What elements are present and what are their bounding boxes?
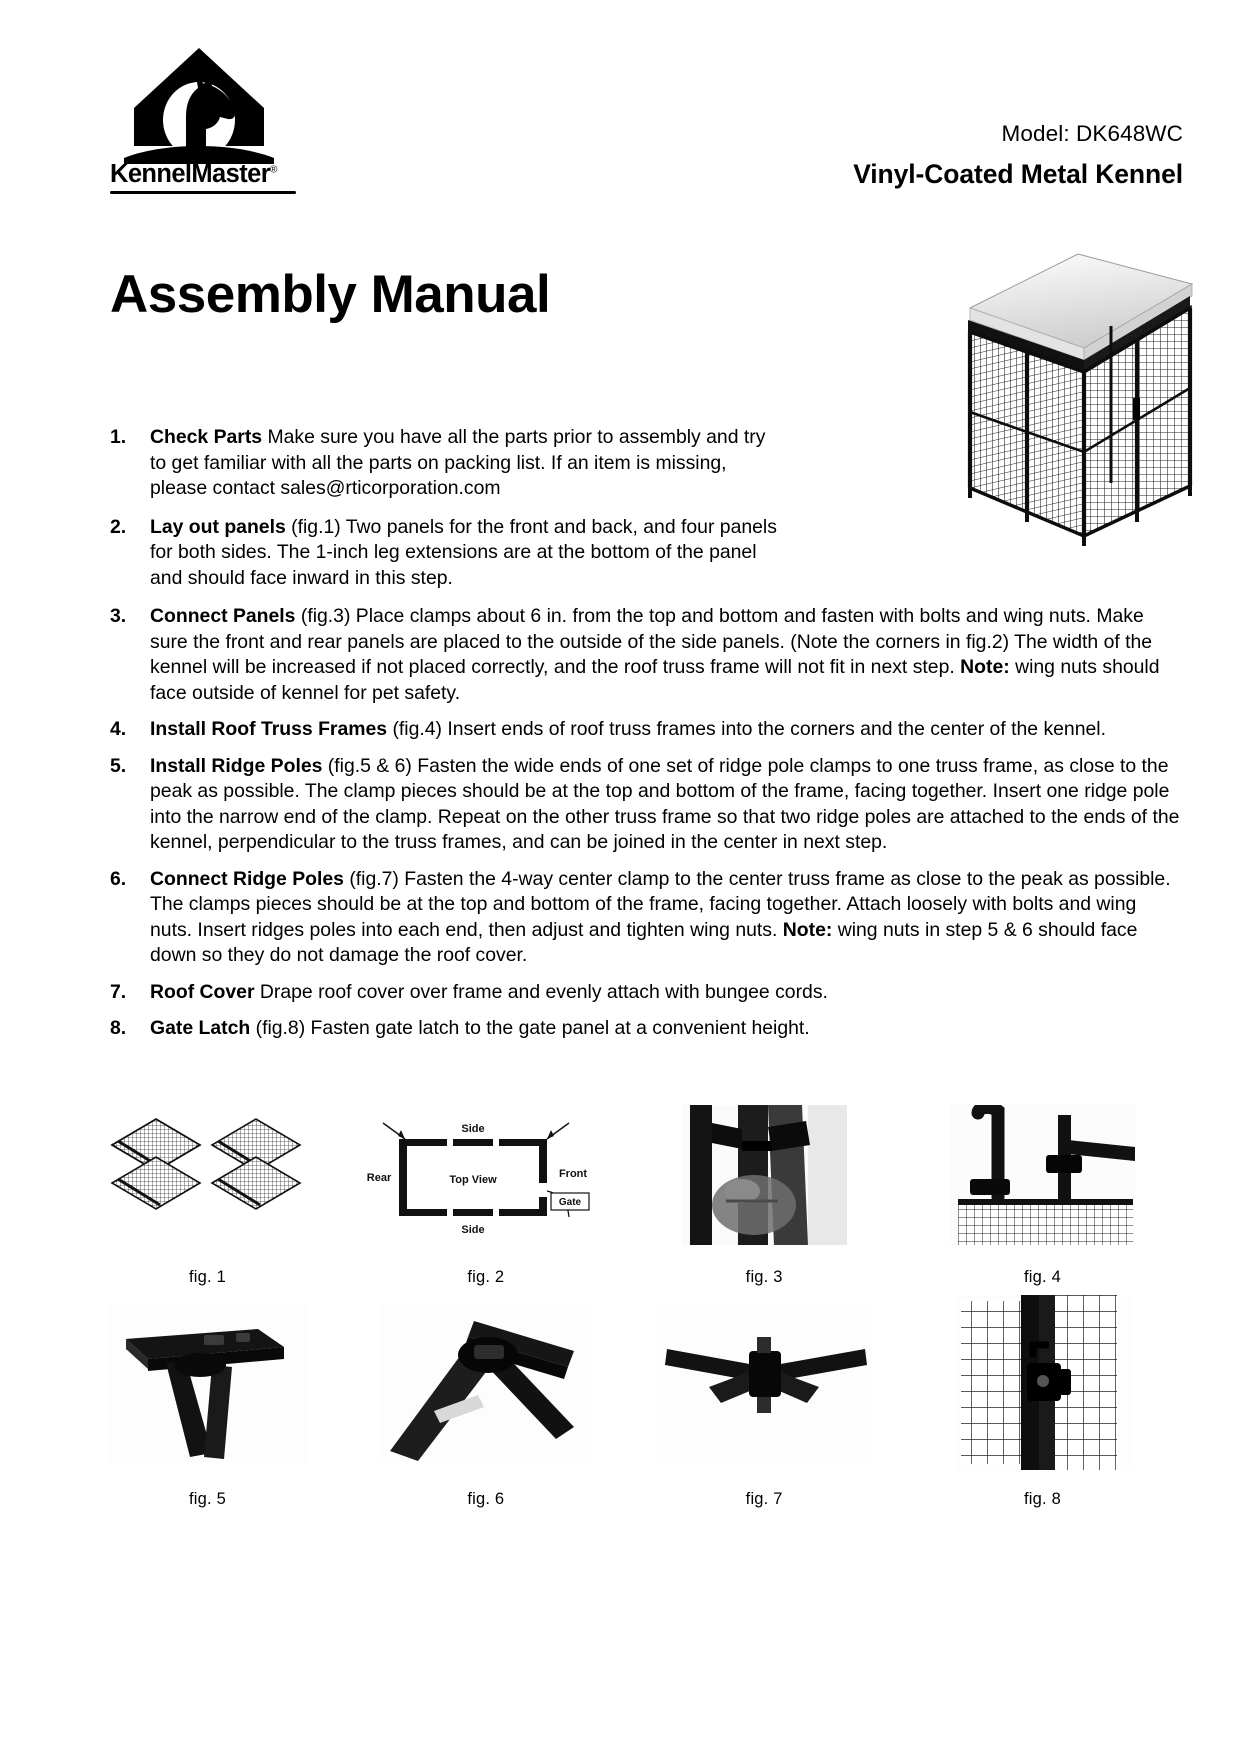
figure-caption: fig. 5 [189,1490,226,1508]
figure-art [915,1295,1170,1470]
figure-1 [80,1100,335,1287]
step-detail: (fig.3) Place clamps about 6 in. from the top and bottom and fasten with bolts and wing nuts. Make sure the front and rear panels are placed to the outside of the side panels. (Note the corners in fig.2) The width of the kennel will be increased if not placed correctly, and the roof truss frame will not fit in next step. [150,605,1153,678]
ridge-pole-clamp-photo-icon [108,1303,308,1463]
step-detail: Drape roof cover over frame and evenly attach with bungee cords. [254,980,828,1003]
clamp-assembly-photo-icon [682,1105,847,1245]
figure-row-2 [80,1295,1170,1509]
figure-7 [637,1295,892,1509]
step-1 [110,425,1183,502]
figure-8 [915,1295,1170,1509]
step-note-text: wing nuts in step 5 & 6 should face down so they do not damage the roof cover. [150,918,1138,966]
step-7 [110,980,1183,1006]
step-6 [110,867,1183,969]
fig2-label-gate: Gate [558,1197,581,1208]
instruction-steps [110,425,1183,1053]
figure-6 [358,1295,613,1509]
header-right-block [853,46,1183,191]
panels-layout-diagram-icon [100,1105,315,1245]
step-note-text: wing nuts should face outside of kennel for pet safety. [150,656,1160,704]
center-clamp-photo-icon [657,1303,872,1463]
figure-caption: fig. 1 [189,1268,226,1286]
figure-art [637,1295,892,1470]
figure-5 [80,1295,335,1509]
figure-2 [358,1100,613,1287]
figure-art [358,1295,613,1470]
figure-art [80,1100,335,1250]
step-note-lead: Note: [782,918,833,941]
step-lead: Install Ridge Poles [150,754,323,777]
product-name: Vinyl-Coated Metal Kennel [853,159,1183,190]
step-text [150,1016,1183,1042]
step-number: 7. [110,980,127,1003]
step-note-lead: Note: [960,656,1010,678]
registered-mark: ® [270,164,277,176]
step-lead: Roof Cover [150,980,255,1003]
step-number: 4. [110,718,127,740]
step-text [150,717,1183,743]
truss-corner-photo-icon [950,1105,1135,1245]
figure-art [80,1295,335,1470]
step-lead: Lay out panels [150,515,286,538]
figure-caption: fig. 4 [1023,1268,1061,1286]
step-lead: Gate Latch [150,1017,251,1039]
step-detail: (fig.1) Two panels for the front and back, and four panels for both sides. The 1-inch leg extensions are at the bottom of the panel and should face inward in this step. [150,515,777,589]
figure-caption: fig. 7 [745,1490,783,1508]
model-number: Model: DK648WC [1001,121,1183,146]
brand-wordmark: KennelMaster® [110,160,277,188]
step-detail: (fig.7) Fasten the 4-way center clamp to the center truss frame as close to the peak as possible. The clamps pieces should be at the top and bottom of the frame, facing together. Attach loosely with bolts and wing nuts. Insert ridges poles into each end, then adjust and tighten wing nuts. [150,867,1171,941]
page-title: Assembly Manual [110,265,551,324]
fig2-label-front: Front [558,1168,587,1180]
step-text [150,515,780,592]
step-lead: Connect Panels [150,605,296,627]
step-number: 8. [110,1017,127,1039]
step-number: 6. [110,867,127,890]
step-text [150,604,1183,706]
brand-logo [110,46,310,194]
figure-caption: fig. 3 [745,1268,783,1286]
step-lead: Check Parts [150,426,263,448]
gate-latch-photo-icon [955,1295,1130,1470]
figure-art [358,1100,613,1250]
figure-art [915,1100,1170,1250]
step-8 [110,1016,1183,1042]
step-detail: Make sure you have all the parts prior to assembly and try to get familiar with all the parts on packing list. If an item is missing, please contact sales@rticorporation.com [150,426,766,499]
figures-section [80,1100,1170,1517]
step-4 [110,717,1183,743]
step-text [150,867,1183,969]
step-number: 3. [110,605,127,627]
fig2-label-top-view: Top View [449,1174,497,1186]
figure-caption: fig. 8 [1023,1490,1061,1508]
step-lead: Connect Ridge Poles [150,867,344,890]
logo-underline [110,191,296,194]
step-lead: Install Roof Truss Frames [150,718,388,740]
step-number: 1. [110,426,127,448]
figure-row-1 [80,1100,1170,1287]
figure-art [637,1100,892,1250]
step-text [150,425,780,502]
step-number: 2. [110,515,127,538]
figure-caption: fig. 2 [467,1268,505,1286]
top-view-diagram-icon [361,1105,611,1245]
step-detail: (fig.8) Fasten gate latch to the gate panel at a convenient height. [250,1017,810,1039]
kennel-house-logo-icon [124,46,274,164]
fig2-label-side-bottom: Side [461,1224,485,1236]
step-detail: (fig.5 & 6) Fasten the wide ends of one set of ridge pole clamps to one truss frame, as close to the peak as possible. The clamp pieces should be at the top and bottom of the frame, facing together. Insert one ridge pole into the narrow end of the clamp. Repeat on the other truss frame so that two ridge poles are attached to the ends of the kennel, perpendicular to the truss frames, and can be joined in the center in next step. [150,754,1180,853]
ridge-pole-insert-photo-icon [378,1303,593,1463]
step-text [150,980,1183,1006]
step-5 [110,754,1183,856]
step-2 [110,515,1183,592]
fig2-label-rear: Rear [366,1172,392,1184]
step-number: 5. [110,754,127,777]
figure-3 [637,1100,892,1287]
step-detail: (fig.4) Insert ends of roof truss frames into the corners and the center of the kennel. [387,718,1106,740]
figure-4 [915,1100,1170,1287]
fig2-label-side-top: Side [461,1123,485,1135]
step-3 [110,604,1183,706]
step-text [150,754,1183,856]
figure-caption: fig. 6 [467,1490,505,1508]
page-header [0,46,1241,196]
